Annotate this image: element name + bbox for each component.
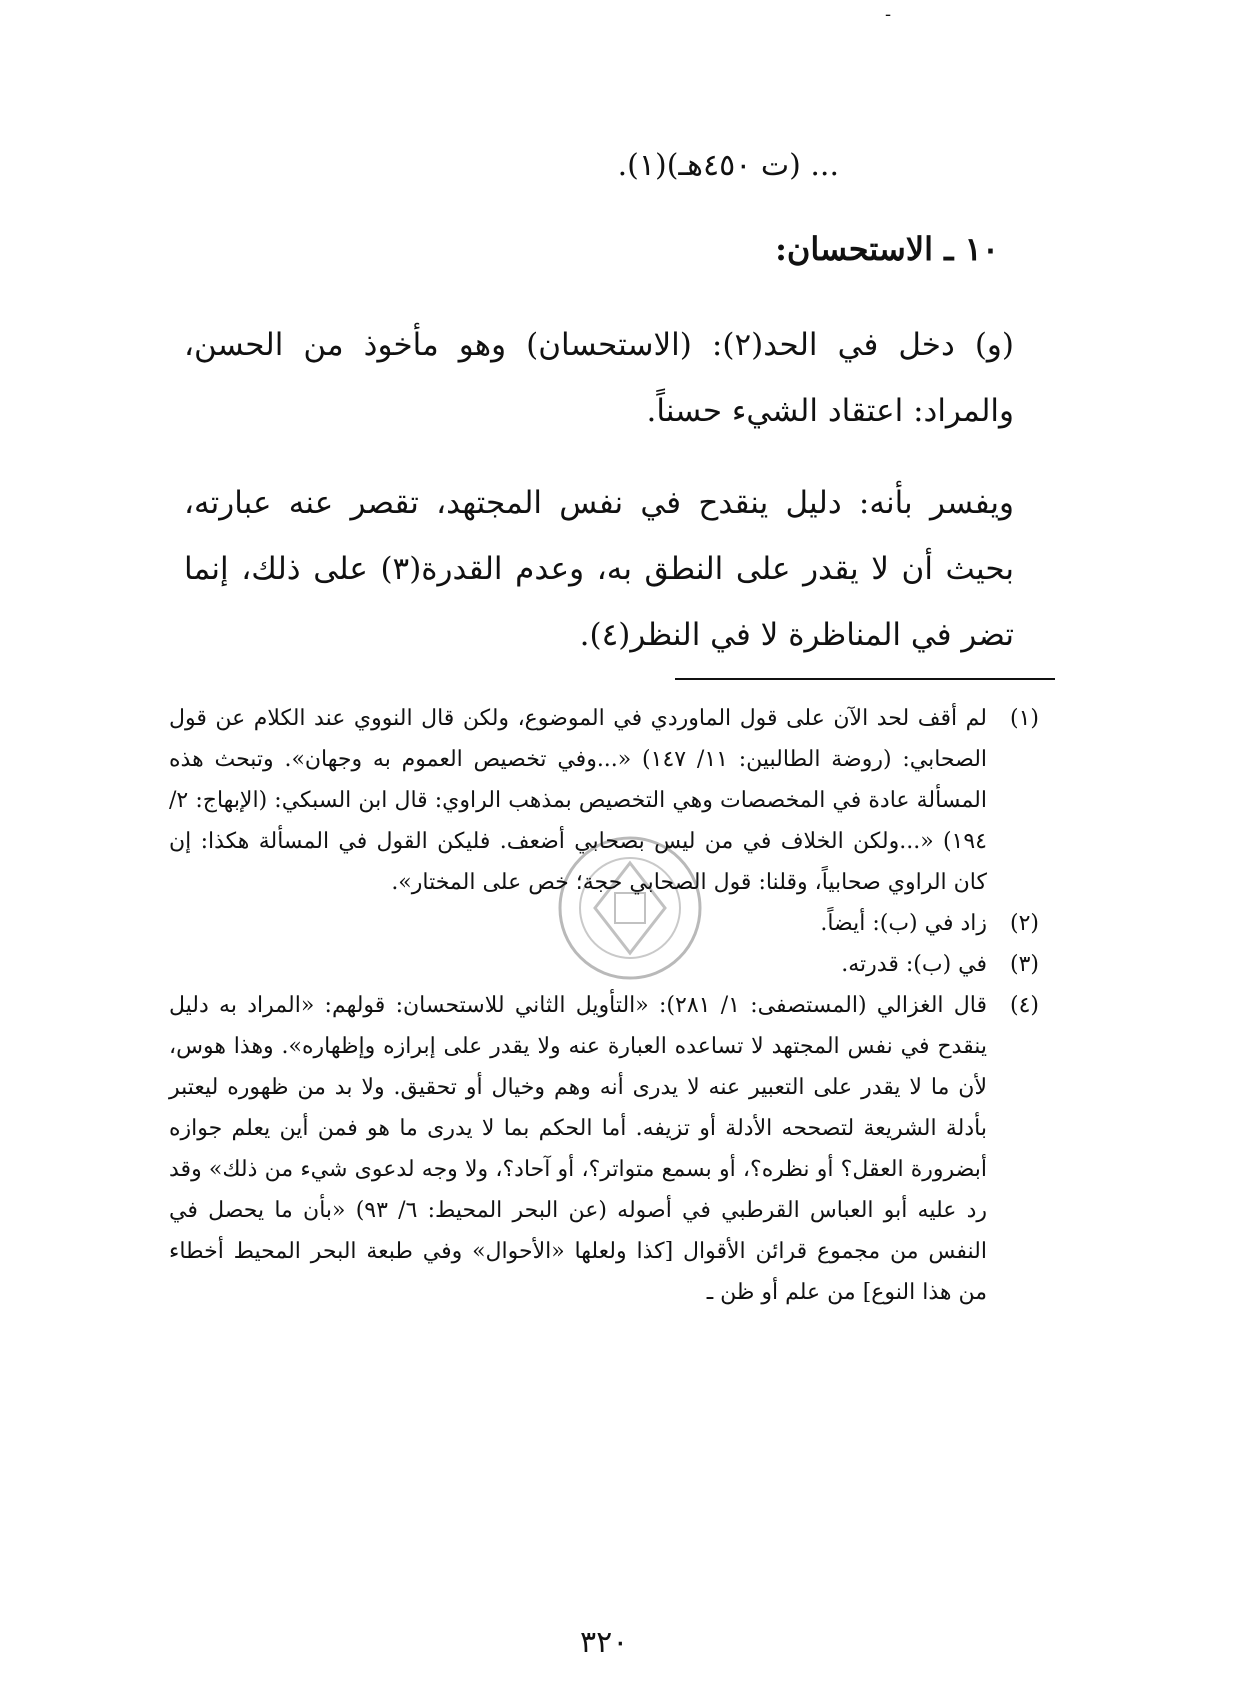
footnote-number: (١)	[1009, 706, 1039, 731]
page-number: ٣٢٠	[580, 1625, 629, 1660]
footnote-number: (٣)	[1009, 952, 1039, 977]
top-mark: -	[885, 4, 892, 25]
footnote-number: (٤)	[1009, 993, 1039, 1018]
footnote-text: في (ب): قدرته.	[841, 952, 987, 977]
paragraph-explanation: ويفسر بأنه: دليل ينقدح في نفس المجتهد، تقصر عنه عبارته، بحيث أن لا يقدر على النطق به، وعدم القدرة(٣) على ذلك، إنما تضر في المناظرة لا في النظر(٤).	[184, 485, 1014, 653]
footnote-4	[169, 985, 1039, 1313]
footnote-text: زاد في (ب): أيضاً.	[820, 911, 987, 936]
paragraph-definition: (و) دخل في الحد(٢): (الاستحسان) وهو مأخوذ من الحسن، والمراد: اعتقاد الشيء حسناً.	[184, 327, 1014, 429]
footnote-text: قال الغزالي (المستصفى: ١/ ٢٨١): «التأويل الثاني للاستحسان: قولهم: «المراد به دليل ينقدح في نفس المجتهد لا تساعده العبارة عنه ولا يقدر على إبرازه وإظهاره». وهذا هوس، لأن ما لا يقدر على التعبير عنه لا يدرى أنه وهم وخيال أو تحقيق. ولا بد من ظهوره ليعتبر بأدلة الشريعة لتصححه الأدلة أو تزيفه. أما الحكم بما لا يدرى ما هو فمن أين يعلم جوازه أبضرورة العقل؟ أو نظره؟، أو بسمع متواتر؟، أو آحاد؟، ولا وجه لدعوى شيء من ذلك» وقد رد عليه أبو العباس القرطبي في أصوله (عن البحر المحيط: ٦/ ٩٣) «بأن ما يحصل في النفس من مجموع قرائن الأقوال [كذا ولعلها «الأحوال» وفي طبعة البحر المحيط أخطاء من هذا النوع] من علم أو ظن ـ	[169, 993, 988, 1305]
footnote-2	[169, 903, 1039, 944]
footnote-1	[169, 698, 1039, 903]
footnote-separator	[675, 678, 1055, 680]
footnote-3	[169, 944, 1039, 985]
continuation-line: ... (ت ٤٥٠هـ)(١).	[617, 148, 839, 183]
section-heading: ١٠ ـ الاستحسان:	[775, 230, 999, 268]
footnote-number: (٢)	[1009, 911, 1039, 936]
footnotes	[169, 698, 1039, 1313]
footnote-text: لم أقف لحد الآن على قول الماوردي في الموضوع، ولكن قال النووي عند الكلام عن قول الصحابي: (روضة الطالبين: ١١/ ١٤٧) «...وفي تخصيص العموم به وجهان». وتبحث هذه المسألة عادة في المخصصات وهي التخصيص بمذهب الراوي: قال ابن السبكي: (الإبهاج: ٢/ ١٩٤) «...ولكن الخلاف في من ليس بصحابي أضعف. فليكن القول في المسألة هكذا: إن كان الراوي صحابياً، وقلنا: قول الصحابي حجة؛ خص على المختار».	[169, 706, 988, 895]
